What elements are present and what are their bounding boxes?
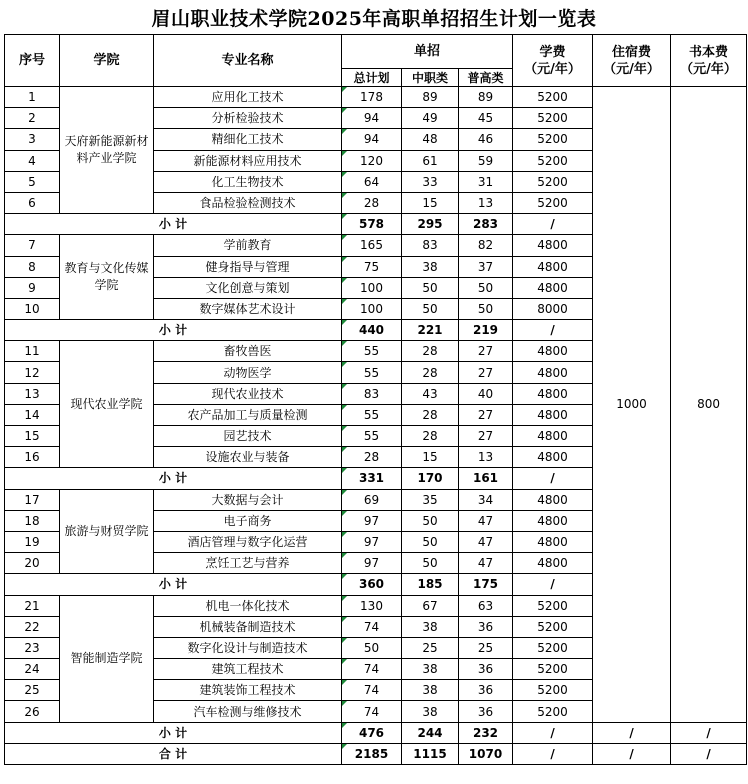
row-major: 农产品加工与质量检测 xyxy=(154,404,342,425)
row-total: 74 xyxy=(342,701,402,722)
row-general: 13 xyxy=(459,447,513,468)
row-major: 酒店管理与数字化运营 xyxy=(154,531,342,552)
row-tuition: 4800 xyxy=(513,489,593,510)
header-vocational: 中职类 xyxy=(402,69,459,87)
row-tuition: 5200 xyxy=(513,108,593,129)
row-major: 现代农业技术 xyxy=(154,383,342,404)
row-general: 13 xyxy=(459,192,513,213)
subtotal-label: 小 计 xyxy=(5,320,342,341)
row-vocational: 28 xyxy=(402,341,459,362)
row-vocational: 15 xyxy=(402,192,459,213)
row-general: 36 xyxy=(459,659,513,680)
subtotal-vocational: 295 xyxy=(402,214,459,235)
header-tuition xyxy=(513,35,593,87)
subtotal-vocational: 185 xyxy=(402,574,459,595)
row-tuition: 4800 xyxy=(513,341,593,362)
row-tuition: 4800 xyxy=(513,447,593,468)
college-name: 现代农业学院 xyxy=(60,341,154,468)
row-general: 40 xyxy=(459,383,513,404)
row-seq: 26 xyxy=(5,701,60,722)
row-tuition: 5200 xyxy=(513,150,593,171)
subtotal-vocational: 170 xyxy=(402,468,459,489)
row-total: 55 xyxy=(342,362,402,383)
row-seq: 2 xyxy=(5,108,60,129)
row-seq: 10 xyxy=(5,298,60,319)
row-vocational: 50 xyxy=(402,298,459,319)
row-tuition: 5200 xyxy=(513,680,593,701)
row-tuition: 5200 xyxy=(513,192,593,213)
row-seq: 6 xyxy=(5,192,60,213)
row-total: 97 xyxy=(342,510,402,531)
row-seq: 12 xyxy=(5,362,60,383)
row-total: 120 xyxy=(342,150,402,171)
row-major: 设施农业与装备 xyxy=(154,447,342,468)
row-major: 数字化设计与制造技术 xyxy=(154,637,342,658)
subtotal-total: 476 xyxy=(342,722,402,743)
header-book-text: 书本费 （元/年） xyxy=(680,44,737,77)
grand-total-dorm-slash: / xyxy=(593,743,671,764)
row-general: 27 xyxy=(459,362,513,383)
row-seq: 18 xyxy=(5,510,60,531)
row-vocational: 28 xyxy=(402,426,459,447)
subtotal-tuition-slash: / xyxy=(513,574,593,595)
row-seq: 1 xyxy=(5,87,60,108)
row-seq: 4 xyxy=(5,150,60,171)
row-seq: 11 xyxy=(5,341,60,362)
grand-total-vocational: 1115 xyxy=(402,743,459,764)
row-total: 130 xyxy=(342,595,402,616)
row-vocational: 38 xyxy=(402,680,459,701)
row-seq: 20 xyxy=(5,553,60,574)
row-major: 烹饪工艺与营养 xyxy=(154,553,342,574)
row-seq: 8 xyxy=(5,256,60,277)
row-major: 食品检验检测技术 xyxy=(154,192,342,213)
row-vocational: 25 xyxy=(402,637,459,658)
subtotal-total: 578 xyxy=(342,214,402,235)
row-total: 74 xyxy=(342,680,402,701)
college-name: 教育与文化传媒学院 xyxy=(60,235,154,320)
row-tuition: 4800 xyxy=(513,235,593,256)
row-general: 89 xyxy=(459,87,513,108)
page-title: 眉山职业技术学院2025年高职单招招生计划一览表 xyxy=(151,7,597,30)
row-total: 94 xyxy=(342,108,402,129)
subtotal-general: 219 xyxy=(459,320,513,341)
row-vocational: 38 xyxy=(402,616,459,637)
row-general: 27 xyxy=(459,341,513,362)
row-major: 分析检验技术 xyxy=(154,108,342,129)
row-vocational: 35 xyxy=(402,489,459,510)
college-name: 天府新能源新材料产业学院 xyxy=(60,87,154,214)
subtotal-vocational: 221 xyxy=(402,320,459,341)
row-tuition: 5200 xyxy=(513,659,593,680)
row-total: 69 xyxy=(342,489,402,510)
row-vocational: 89 xyxy=(402,87,459,108)
header-total: 总计划 xyxy=(342,69,402,87)
row-general: 37 xyxy=(459,256,513,277)
row-major: 建筑工程技术 xyxy=(154,659,342,680)
row-total: 74 xyxy=(342,659,402,680)
grand-total-label: 合 计 xyxy=(5,743,342,764)
book-fee: 800 xyxy=(671,87,747,723)
header-general: 普高类 xyxy=(459,69,513,87)
row-seq: 5 xyxy=(5,171,60,192)
row-total: 28 xyxy=(342,192,402,213)
row-vocational: 28 xyxy=(402,404,459,425)
row-seq: 21 xyxy=(5,595,60,616)
row-vocational: 50 xyxy=(402,531,459,552)
row-vocational: 38 xyxy=(402,256,459,277)
table-row xyxy=(5,87,747,108)
row-tuition: 4800 xyxy=(513,404,593,425)
row-tuition: 5200 xyxy=(513,637,593,658)
row-tuition: 4800 xyxy=(513,531,593,552)
subtotal-tuition-slash: / xyxy=(513,722,593,743)
grand-total-total: 2185 xyxy=(342,743,402,764)
row-vocational: 33 xyxy=(402,171,459,192)
row-major: 文化创意与策划 xyxy=(154,277,342,298)
college-name: 智能制造学院 xyxy=(60,595,154,722)
row-vocational: 38 xyxy=(402,659,459,680)
row-vocational: 83 xyxy=(402,235,459,256)
row-total: 64 xyxy=(342,171,402,192)
row-total: 97 xyxy=(342,553,402,574)
row-vocational: 67 xyxy=(402,595,459,616)
row-general: 47 xyxy=(459,510,513,531)
row-major: 园艺技术 xyxy=(154,426,342,447)
row-major: 畜牧兽医 xyxy=(154,341,342,362)
row-total: 83 xyxy=(342,383,402,404)
row-seq: 19 xyxy=(5,531,60,552)
college-name: 旅游与财贸学院 xyxy=(60,489,154,574)
subtotal-label: 小 计 xyxy=(5,722,342,743)
header-dorm-text: 住宿费 （元/年） xyxy=(603,44,660,77)
row-tuition: 5200 xyxy=(513,87,593,108)
row-major: 建筑装饰工程技术 xyxy=(154,680,342,701)
row-vocational: 48 xyxy=(402,129,459,150)
row-tuition: 4800 xyxy=(513,510,593,531)
subtotal-general: 283 xyxy=(459,214,513,235)
header-book xyxy=(671,35,747,87)
dorm-fee: 1000 xyxy=(593,87,671,723)
row-total: 55 xyxy=(342,404,402,425)
row-tuition: 4800 xyxy=(513,553,593,574)
row-tuition: 4800 xyxy=(513,383,593,404)
row-seq: 24 xyxy=(5,659,60,680)
subtotal-total: 360 xyxy=(342,574,402,595)
subtotal-total: 331 xyxy=(342,468,402,489)
subtotal-general: 232 xyxy=(459,722,513,743)
row-vocational: 50 xyxy=(402,277,459,298)
row-general: 50 xyxy=(459,298,513,319)
row-major: 电子商务 xyxy=(154,510,342,531)
row-general: 34 xyxy=(459,489,513,510)
row-general: 27 xyxy=(459,404,513,425)
subtotal-vocational: 244 xyxy=(402,722,459,743)
row-vocational: 50 xyxy=(402,553,459,574)
row-major: 数字媒体艺术设计 xyxy=(154,298,342,319)
row-tuition: 5200 xyxy=(513,129,593,150)
row-general: 63 xyxy=(459,595,513,616)
subtotal-label: 小 计 xyxy=(5,574,342,595)
row-seq: 25 xyxy=(5,680,60,701)
header-dorm xyxy=(593,35,671,87)
row-major: 大数据与会计 xyxy=(154,489,342,510)
row-major: 化工生物技术 xyxy=(154,171,342,192)
row-tuition: 4800 xyxy=(513,256,593,277)
row-seq: 13 xyxy=(5,383,60,404)
row-general: 59 xyxy=(459,150,513,171)
enrollment-plan-table xyxy=(4,34,747,765)
row-seq: 3 xyxy=(5,129,60,150)
header-seq: 序号 xyxy=(5,35,60,87)
row-tuition: 8000 xyxy=(513,298,593,319)
header-tuition-text: 学费 （元/年） xyxy=(524,44,581,77)
subtotal-tuition-slash: / xyxy=(513,214,593,235)
subtotal-tuition-slash: / xyxy=(513,320,593,341)
row-tuition: 5200 xyxy=(513,595,593,616)
header-college: 学院 xyxy=(60,35,154,87)
row-seq: 9 xyxy=(5,277,60,298)
row-total: 100 xyxy=(342,277,402,298)
row-vocational: 28 xyxy=(402,362,459,383)
header-single: 单招 xyxy=(342,35,513,69)
row-vocational: 43 xyxy=(402,383,459,404)
row-general: 47 xyxy=(459,553,513,574)
row-general: 47 xyxy=(459,531,513,552)
row-major: 学前教育 xyxy=(154,235,342,256)
row-tuition: 4800 xyxy=(513,277,593,298)
row-general: 46 xyxy=(459,129,513,150)
grand-total-book-slash: / xyxy=(671,743,747,764)
row-general: 25 xyxy=(459,637,513,658)
row-tuition: 4800 xyxy=(513,362,593,383)
subtotal-general: 175 xyxy=(459,574,513,595)
row-seq: 7 xyxy=(5,235,60,256)
row-total: 55 xyxy=(342,426,402,447)
subtotal-label: 小 计 xyxy=(5,468,342,489)
row-vocational: 15 xyxy=(402,447,459,468)
row-seq: 22 xyxy=(5,616,60,637)
row-vocational: 49 xyxy=(402,108,459,129)
row-total: 28 xyxy=(342,447,402,468)
row-major: 精细化工技术 xyxy=(154,129,342,150)
subtotal-row xyxy=(5,722,747,743)
row-tuition: 5200 xyxy=(513,616,593,637)
row-total: 178 xyxy=(342,87,402,108)
row-major: 动物医学 xyxy=(154,362,342,383)
subtotal-dorm-slash: / xyxy=(593,722,671,743)
grand-total-general: 1070 xyxy=(459,743,513,764)
row-total: 165 xyxy=(342,235,402,256)
row-total: 55 xyxy=(342,341,402,362)
row-tuition: 5200 xyxy=(513,171,593,192)
row-general: 36 xyxy=(459,680,513,701)
row-major: 应用化工技术 xyxy=(154,87,342,108)
row-general: 45 xyxy=(459,108,513,129)
row-vocational: 61 xyxy=(402,150,459,171)
row-vocational: 50 xyxy=(402,510,459,531)
subtotal-total: 440 xyxy=(342,320,402,341)
row-total: 75 xyxy=(342,256,402,277)
grand-total-row xyxy=(5,743,747,764)
subtotal-tuition-slash: / xyxy=(513,468,593,489)
row-major: 汽车检测与维修技术 xyxy=(154,701,342,722)
row-general: 31 xyxy=(459,171,513,192)
row-total: 94 xyxy=(342,129,402,150)
subtotal-book-slash: / xyxy=(671,722,747,743)
row-general: 50 xyxy=(459,277,513,298)
row-seq: 15 xyxy=(5,426,60,447)
row-seq: 23 xyxy=(5,637,60,658)
row-major: 机电一体化技术 xyxy=(154,595,342,616)
header-major: 专业名称 xyxy=(154,35,342,87)
row-seq: 16 xyxy=(5,447,60,468)
row-total: 50 xyxy=(342,637,402,658)
row-total: 74 xyxy=(342,616,402,637)
row-tuition: 4800 xyxy=(513,426,593,447)
row-seq: 17 xyxy=(5,489,60,510)
row-major: 健身指导与管理 xyxy=(154,256,342,277)
subtotal-general: 161 xyxy=(459,468,513,489)
row-vocational: 38 xyxy=(402,701,459,722)
row-major: 机械装备制造技术 xyxy=(154,616,342,637)
row-general: 36 xyxy=(459,701,513,722)
row-general: 82 xyxy=(459,235,513,256)
row-total: 97 xyxy=(342,531,402,552)
row-major: 新能源材料应用技术 xyxy=(154,150,342,171)
subtotal-label: 小 计 xyxy=(5,214,342,235)
grand-total-tuition-slash: / xyxy=(513,743,593,764)
row-tuition: 5200 xyxy=(513,701,593,722)
row-general: 36 xyxy=(459,616,513,637)
row-seq: 14 xyxy=(5,404,60,425)
row-total: 100 xyxy=(342,298,402,319)
row-general: 27 xyxy=(459,426,513,447)
